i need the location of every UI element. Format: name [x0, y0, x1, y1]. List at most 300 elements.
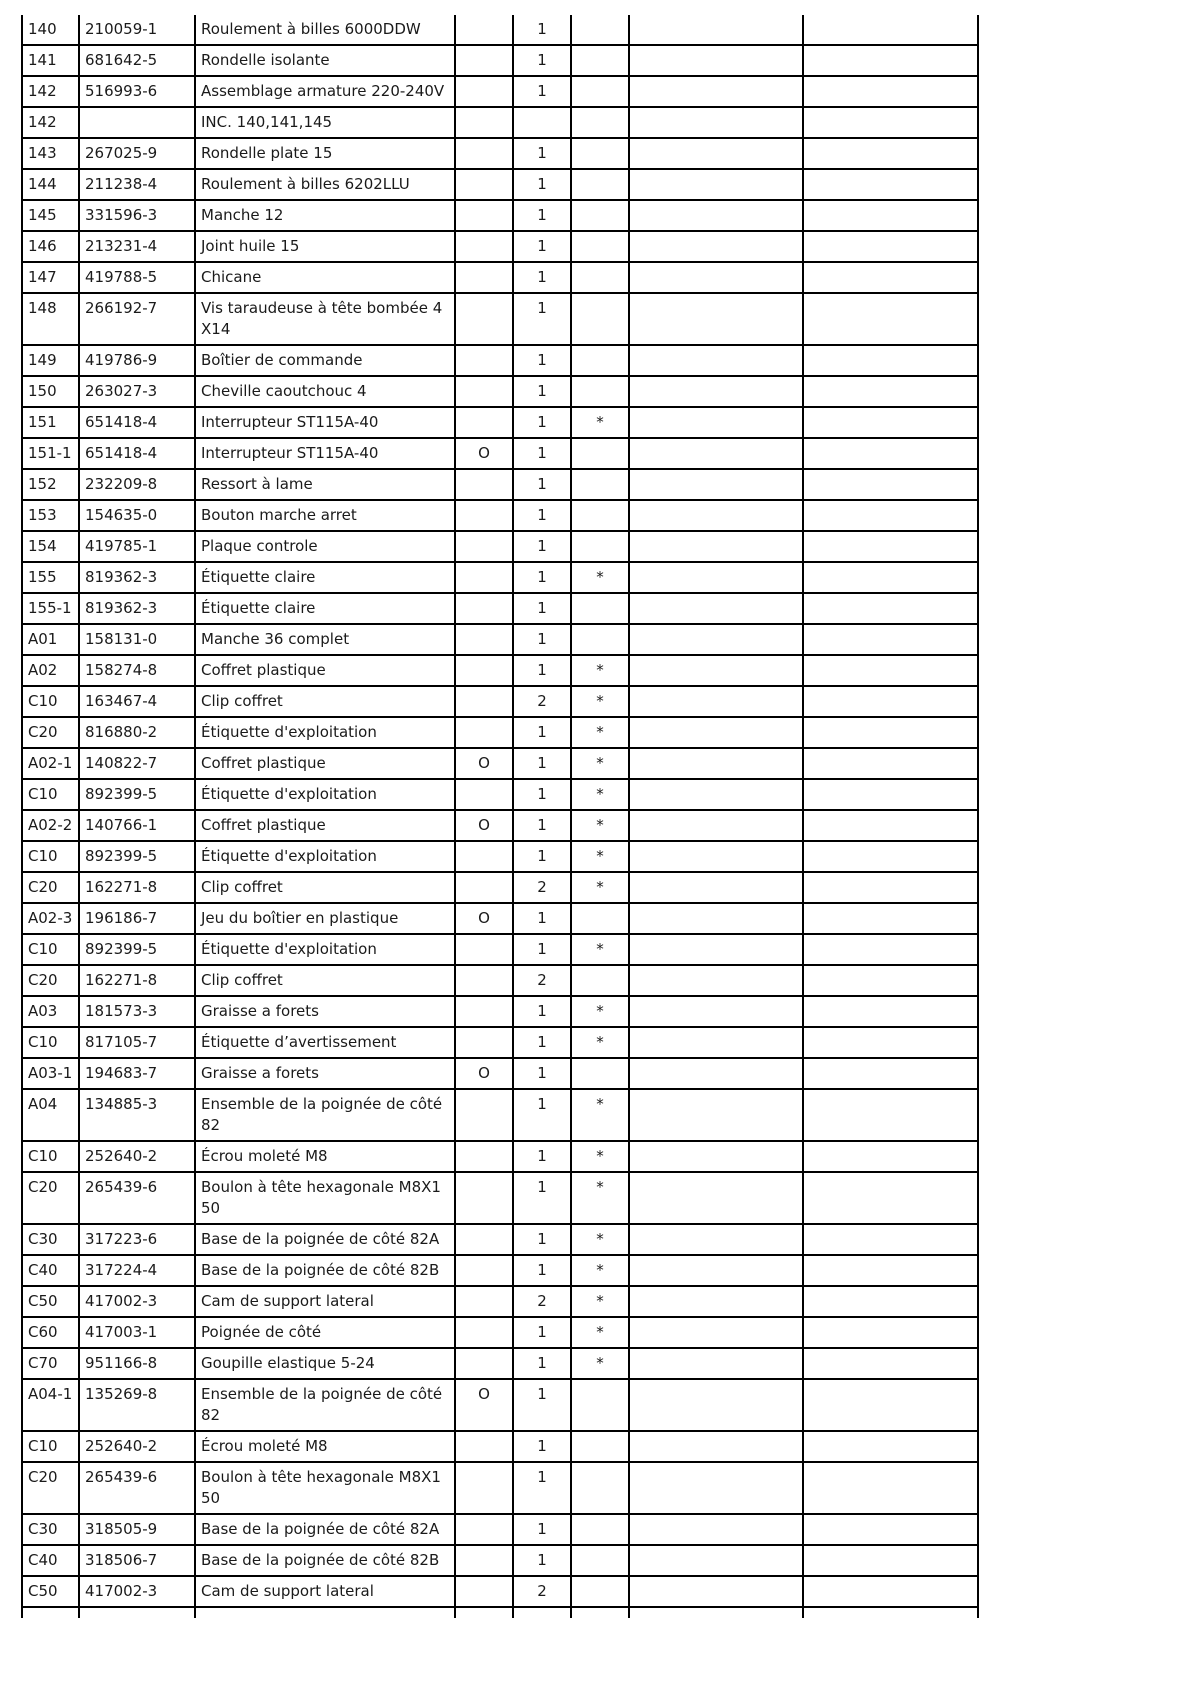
part-number-cell: 162271-8 [79, 872, 195, 903]
quantity-cell: 1 [513, 1172, 571, 1224]
table-row [22, 1172, 978, 1224]
table-row [22, 376, 978, 407]
quantity-cell: 1 [513, 200, 571, 231]
option-note-cell [455, 345, 513, 376]
blank-cell [803, 262, 978, 293]
part-number-cell: 892399-5 [79, 841, 195, 872]
quantity-cell: 2 [513, 872, 571, 903]
option-note-cell [455, 1027, 513, 1058]
option-note-cell [455, 231, 513, 262]
item-number-cell: C70 [22, 1348, 79, 1379]
description-cell: Chicane [195, 262, 455, 293]
blank-cell [629, 169, 803, 200]
item-number-cell: A02-1 [22, 748, 79, 779]
asterisk-mark-cell: * [571, 407, 629, 438]
table-row [22, 810, 978, 841]
blank-cell [629, 717, 803, 748]
asterisk-mark-cell: * [571, 1089, 629, 1141]
blank-cell [629, 138, 803, 169]
asterisk-mark-cell [571, 262, 629, 293]
blank-cell [803, 531, 978, 562]
quantity-cell: 1 [513, 748, 571, 779]
blank-cell [629, 810, 803, 841]
blank-cell [803, 1576, 978, 1607]
part-number-cell: 419785-1 [79, 531, 195, 562]
blank-cell [629, 438, 803, 469]
item-number-cell: 150 [22, 376, 79, 407]
blank-cell [803, 1255, 978, 1286]
blank-cell [629, 531, 803, 562]
item-number-cell: C10 [22, 1141, 79, 1172]
table-row [22, 200, 978, 231]
description-cell: Plaque controle [195, 531, 455, 562]
part-number-cell: 892399-5 [79, 934, 195, 965]
blank-cell [629, 1172, 803, 1224]
part-number-cell: 516993-6 [79, 76, 195, 107]
blank-cell [629, 376, 803, 407]
quantity-cell: 1 [513, 1462, 571, 1514]
part-number-cell: 181573-3 [79, 996, 195, 1027]
asterisk-mark-cell: * [571, 1027, 629, 1058]
table-row [22, 1255, 978, 1286]
table-row [22, 717, 978, 748]
part-number-cell: 265439-6 [79, 1172, 195, 1224]
part-number-cell: 134885-3 [79, 1089, 195, 1141]
option-note-cell [455, 138, 513, 169]
blank-cell [629, 1317, 803, 1348]
asterisk-mark-cell: * [571, 562, 629, 593]
blank-cell [803, 1379, 978, 1431]
quantity-cell: 2 [513, 1576, 571, 1607]
option-note-cell [455, 562, 513, 593]
description-cell: Boîtier de commande [195, 345, 455, 376]
blank-cell [629, 45, 803, 76]
part-number-cell: 318506-7 [79, 1545, 195, 1576]
option-note-cell [455, 1545, 513, 1576]
asterisk-mark-cell [571, 45, 629, 76]
table-row [22, 169, 978, 200]
blank-cell [629, 686, 803, 717]
part-number-cell: 417002-3 [79, 1576, 195, 1607]
item-number-cell: 149 [22, 345, 79, 376]
part-number-cell: 317224-4 [79, 1255, 195, 1286]
blank-cell [803, 200, 978, 231]
table-row [22, 138, 978, 169]
item-number-cell: C20 [22, 717, 79, 748]
option-note-cell [455, 934, 513, 965]
blank-cell [803, 438, 978, 469]
option-note-cell [455, 407, 513, 438]
item-number-cell: A02 [22, 655, 79, 686]
blank-cell [803, 169, 978, 200]
blank-cell [629, 1379, 803, 1431]
quantity-cell: 1 [513, 438, 571, 469]
blank-cell [803, 1607, 978, 1618]
asterisk-mark-cell [571, 376, 629, 407]
table-row [22, 107, 978, 138]
option-note-cell [455, 45, 513, 76]
option-note-cell [455, 469, 513, 500]
table-row [22, 45, 978, 76]
quantity-cell [513, 107, 571, 138]
part-number-cell: 318505-9 [79, 1514, 195, 1545]
item-number-cell: C40 [22, 1545, 79, 1576]
part-number-cell: 651418-4 [79, 407, 195, 438]
item-number-cell: 144 [22, 169, 79, 200]
description-cell: Graisse a forets [195, 996, 455, 1027]
quantity-cell: 2 [513, 965, 571, 996]
asterisk-mark-cell [571, 1514, 629, 1545]
blank-cell [629, 15, 803, 45]
table-row [22, 1058, 978, 1089]
part-number-cell: 265439-6 [79, 1462, 195, 1514]
quantity-cell: 2 [513, 1286, 571, 1317]
quantity-cell: 1 [513, 407, 571, 438]
option-note-cell [455, 1089, 513, 1141]
asterisk-mark-cell: * [571, 1141, 629, 1172]
blank-cell [803, 45, 978, 76]
option-note-cell [455, 500, 513, 531]
table-row [22, 1514, 978, 1545]
item-number-cell: C50 [22, 1286, 79, 1317]
item-number-cell: 154 [22, 531, 79, 562]
item-number-cell: 155-1 [22, 593, 79, 624]
blank-cell [803, 231, 978, 262]
quantity-cell: 1 [513, 231, 571, 262]
table-row [22, 1431, 978, 1462]
option-note-cell [455, 293, 513, 345]
blank-cell [629, 1431, 803, 1462]
blank-cell [629, 107, 803, 138]
item-number-cell: 148 [22, 293, 79, 345]
description-cell: Étiquette d'exploitation [195, 717, 455, 748]
item-number-cell: 145 [22, 200, 79, 231]
item-number-cell: C30 [22, 1514, 79, 1545]
item-number-cell: C60 [22, 1317, 79, 1348]
option-note-cell: O [455, 748, 513, 779]
blank-cell [803, 1317, 978, 1348]
item-number-cell: A02-3 [22, 903, 79, 934]
item-number-cell: C10 [22, 841, 79, 872]
table-row [22, 1545, 978, 1576]
item-number-cell: 141 [22, 45, 79, 76]
part-number-cell: 263027-3 [79, 376, 195, 407]
option-note-cell [455, 1431, 513, 1462]
description-cell: Base de la poignée de côté 82A [195, 1514, 455, 1545]
description-cell: Manche 12 [195, 200, 455, 231]
part-number-cell: 951166-8 [79, 1348, 195, 1379]
asterisk-mark-cell [571, 1462, 629, 1514]
option-note-cell [455, 717, 513, 748]
blank-cell [629, 1348, 803, 1379]
part-number-cell: 232209-8 [79, 469, 195, 500]
part-number-cell: 816880-2 [79, 717, 195, 748]
item-number-cell: C20 [22, 1462, 79, 1514]
quantity-cell: 1 [513, 531, 571, 562]
table-row [22, 686, 978, 717]
quantity-cell: 1 [513, 996, 571, 1027]
description-cell: Étiquette d'exploitation [195, 841, 455, 872]
blank-cell [803, 810, 978, 841]
part-number-cell: 419786-9 [79, 345, 195, 376]
blank-cell [629, 996, 803, 1027]
item-number-cell: C10 [22, 1027, 79, 1058]
part-number-cell: 419788-5 [79, 262, 195, 293]
description-cell: Rondelle isolante [195, 45, 455, 76]
table-row [22, 934, 978, 965]
blank-cell [629, 1607, 803, 1618]
option-note-cell [455, 872, 513, 903]
asterisk-mark-cell: * [571, 1317, 629, 1348]
description-cell: Coffret plastique [195, 748, 455, 779]
description-cell: Base de la poignée de côté 82B [195, 1545, 455, 1576]
quantity-cell: 1 [513, 293, 571, 345]
asterisk-mark-cell: * [571, 655, 629, 686]
option-note-cell [455, 531, 513, 562]
asterisk-mark-cell: * [571, 1286, 629, 1317]
blank-cell [629, 841, 803, 872]
table-row [22, 748, 978, 779]
quantity-cell: 1 [513, 45, 571, 76]
description-cell: Cam de support lateral [195, 1286, 455, 1317]
quantity-cell: 1 [513, 15, 571, 45]
asterisk-mark-cell: * [571, 872, 629, 903]
blank-cell [803, 138, 978, 169]
option-note-cell [455, 1514, 513, 1545]
table-row [22, 841, 978, 872]
blank-cell [629, 1089, 803, 1141]
part-number-cell: 331596-3 [79, 200, 195, 231]
blank-cell [629, 779, 803, 810]
description-cell: Boulon à tête hexagonale M8X150 [195, 1172, 455, 1224]
part-number-cell: 154635-0 [79, 500, 195, 531]
blank-cell [803, 717, 978, 748]
blank-cell [803, 655, 978, 686]
table-row [22, 779, 978, 810]
table-row [22, 1224, 978, 1255]
table-row [22, 293, 978, 345]
description-cell: Écrou moleté M8 [195, 1141, 455, 1172]
item-number-cell: 142 [22, 76, 79, 107]
blank-cell [629, 469, 803, 500]
table-row [22, 438, 978, 469]
blank-cell [803, 1224, 978, 1255]
blank-cell [629, 293, 803, 345]
quantity-cell: 1 [513, 624, 571, 655]
blank-cell [803, 469, 978, 500]
blank-cell [513, 1607, 571, 1618]
asterisk-mark-cell [571, 1576, 629, 1607]
description-cell: Ressort à lame [195, 469, 455, 500]
quantity-cell: 1 [513, 262, 571, 293]
quantity-cell: 1 [513, 376, 571, 407]
blank-cell [455, 1607, 513, 1618]
blank-cell [803, 624, 978, 655]
item-number-cell: C20 [22, 1172, 79, 1224]
blank-cell [803, 1348, 978, 1379]
description-cell: Rondelle plate 15 [195, 138, 455, 169]
quantity-cell: 1 [513, 1348, 571, 1379]
part-number-cell: 194683-7 [79, 1058, 195, 1089]
item-number-cell: 155 [22, 562, 79, 593]
part-number-cell: 162271-8 [79, 965, 195, 996]
option-note-cell [455, 1255, 513, 1286]
blank-cell [571, 1607, 629, 1618]
parts-list-page [21, 15, 979, 1618]
part-number-cell: 266192-7 [79, 293, 195, 345]
option-note-cell [455, 1462, 513, 1514]
table-row [22, 1317, 978, 1348]
item-number-cell: C10 [22, 934, 79, 965]
asterisk-mark-cell [571, 965, 629, 996]
item-number-cell: 147 [22, 262, 79, 293]
blank-cell [629, 562, 803, 593]
blank-cell [803, 965, 978, 996]
blank-cell [803, 1545, 978, 1576]
description-cell: Interrupteur ST115A-40 [195, 438, 455, 469]
asterisk-mark-cell [571, 1058, 629, 1089]
asterisk-mark-cell [571, 15, 629, 45]
option-note-cell [455, 593, 513, 624]
quantity-cell: 1 [513, 903, 571, 934]
option-note-cell [455, 15, 513, 45]
blank-cell [629, 965, 803, 996]
blank-cell [629, 1576, 803, 1607]
quantity-cell: 1 [513, 1089, 571, 1141]
blank-cell [629, 934, 803, 965]
quantity-cell: 1 [513, 345, 571, 376]
asterisk-mark-cell: * [571, 1348, 629, 1379]
asterisk-mark-cell: * [571, 686, 629, 717]
blank-cell [803, 500, 978, 531]
description-cell: Étiquette d'exploitation [195, 779, 455, 810]
option-note-cell [455, 1172, 513, 1224]
quantity-cell: 1 [513, 779, 571, 810]
asterisk-mark-cell [571, 1545, 629, 1576]
part-number-cell: 819362-3 [79, 593, 195, 624]
asterisk-mark-cell [571, 293, 629, 345]
description-cell: Goupille elastique 5-24 [195, 1348, 455, 1379]
option-note-cell: O [455, 903, 513, 934]
option-note-cell [455, 1348, 513, 1379]
asterisk-mark-cell [571, 500, 629, 531]
quantity-cell: 1 [513, 1141, 571, 1172]
asterisk-mark-cell [571, 138, 629, 169]
blank-cell [803, 1172, 978, 1224]
blank-cell [629, 345, 803, 376]
blank-cell [803, 15, 978, 45]
table-row [22, 1286, 978, 1317]
description-cell: Coffret plastique [195, 810, 455, 841]
part-number-cell: 158131-0 [79, 624, 195, 655]
blank-cell [629, 1286, 803, 1317]
description-cell: Roulement à billes 6000DDW [195, 15, 455, 45]
blank-cell [803, 1141, 978, 1172]
part-number-cell: 140822-7 [79, 748, 195, 779]
quantity-cell: 1 [513, 169, 571, 200]
table-row [22, 469, 978, 500]
asterisk-mark-cell: * [571, 1172, 629, 1224]
blank-cell [629, 407, 803, 438]
quantity-cell: 1 [513, 1027, 571, 1058]
item-number-cell: A02-2 [22, 810, 79, 841]
blank-cell [803, 934, 978, 965]
blank-cell [803, 1089, 978, 1141]
table-row [22, 262, 978, 293]
blank-cell [803, 1058, 978, 1089]
option-note-cell [455, 1224, 513, 1255]
option-note-cell [455, 1317, 513, 1348]
blank-cell [629, 76, 803, 107]
quantity-cell: 1 [513, 1379, 571, 1431]
blank-cell [803, 593, 978, 624]
part-number-cell: 417003-1 [79, 1317, 195, 1348]
table-row [22, 1379, 978, 1431]
item-number-cell: A03-1 [22, 1058, 79, 1089]
part-number-cell: 892399-5 [79, 779, 195, 810]
item-number-cell: 140 [22, 15, 79, 45]
blank-cell [629, 1224, 803, 1255]
table-row [22, 1348, 978, 1379]
quantity-cell: 2 [513, 686, 571, 717]
asterisk-mark-cell [571, 1379, 629, 1431]
item-number-cell: C20 [22, 965, 79, 996]
quantity-cell: 1 [513, 1255, 571, 1286]
description-cell: Interrupteur ST115A-40 [195, 407, 455, 438]
item-number-cell: C50 [22, 1576, 79, 1607]
quantity-cell: 1 [513, 500, 571, 531]
asterisk-mark-cell [571, 593, 629, 624]
quantity-cell: 1 [513, 593, 571, 624]
description-cell: Poignée de côté [195, 1317, 455, 1348]
quantity-cell: 1 [513, 138, 571, 169]
part-number-cell: 317223-6 [79, 1224, 195, 1255]
item-number-cell: 153 [22, 500, 79, 531]
table-row-continuation [22, 1607, 978, 1618]
blank-cell [629, 624, 803, 655]
description-cell: Jeu du boîtier en plastique [195, 903, 455, 934]
asterisk-mark-cell: * [571, 841, 629, 872]
blank-cell [629, 1545, 803, 1576]
description-cell: Clip coffret [195, 686, 455, 717]
description-cell: Graisse a forets [195, 1058, 455, 1089]
item-number-cell: A04 [22, 1089, 79, 1141]
blank-cell [803, 76, 978, 107]
blank-cell [629, 1255, 803, 1286]
blank-cell [629, 500, 803, 531]
option-note-cell: O [455, 1058, 513, 1089]
blank-cell [803, 903, 978, 934]
blank-cell [803, 841, 978, 872]
blank-cell [629, 1027, 803, 1058]
blank-cell [803, 107, 978, 138]
quantity-cell: 1 [513, 562, 571, 593]
description-cell: Base de la poignée de côté 82A [195, 1224, 455, 1255]
part-number-cell: 163467-4 [79, 686, 195, 717]
item-number-cell: C10 [22, 779, 79, 810]
quantity-cell: 1 [513, 1431, 571, 1462]
asterisk-mark-cell [571, 1431, 629, 1462]
parts-table-body [22, 15, 978, 1618]
description-cell: Roulement à billes 6202LLU [195, 169, 455, 200]
part-number-cell: 196186-7 [79, 903, 195, 934]
item-number-cell: C10 [22, 686, 79, 717]
option-note-cell [455, 107, 513, 138]
table-row [22, 1462, 978, 1514]
option-note-cell [455, 965, 513, 996]
description-cell: Joint huile 15 [195, 231, 455, 262]
option-note-cell: O [455, 1379, 513, 1431]
